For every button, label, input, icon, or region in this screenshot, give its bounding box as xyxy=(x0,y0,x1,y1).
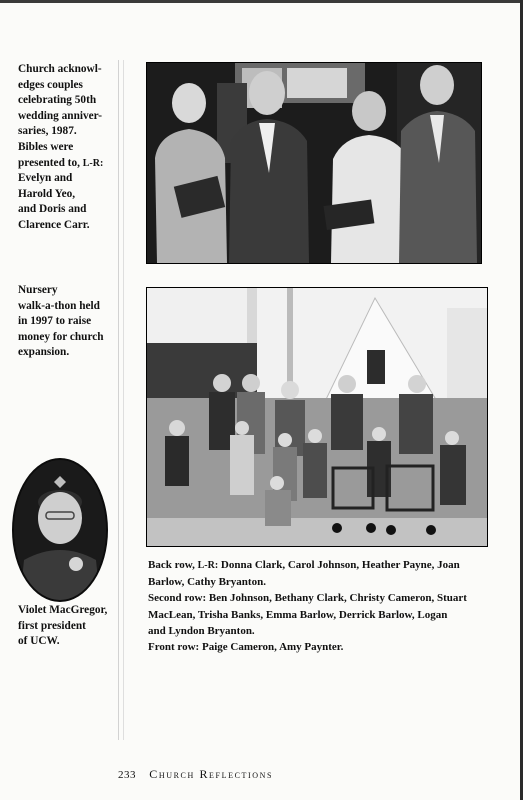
page-edge xyxy=(0,0,520,3)
caption-text: Back row, xyxy=(148,559,195,571)
gutter-rule-shadow xyxy=(123,60,124,740)
caption-line: and Doris and xyxy=(18,203,87,216)
caption-text: Donna Clark, Carol Johnson, Heather Payne, Joan xyxy=(220,559,460,571)
caption-walkathon xyxy=(18,283,118,361)
caption-line: Harold Yeo, xyxy=(18,187,76,200)
caption-line xyxy=(18,156,118,172)
caption-line: saries, 1987. xyxy=(18,125,77,138)
caption-second-row-cont: and Lyndon Bryanton. xyxy=(148,624,255,637)
caption-back-row-cont: Barlow, Cathy Bryanton. xyxy=(148,576,266,589)
anniversary-photo xyxy=(146,62,482,264)
caption-second-row-cont: MacLean, Trisha Banks, Emma Barlow, Derrick Barlow, Logan xyxy=(148,608,448,621)
caption-group xyxy=(148,557,488,655)
caption-line: Clarence Carr. xyxy=(18,218,90,231)
caption-line: Church acknowl- xyxy=(18,63,102,75)
caption-front-row: Front row: Paige Cameron, Amy Paynter. xyxy=(148,641,344,654)
caption-text: presented to, xyxy=(18,156,80,169)
caption-line: money for church xyxy=(18,330,104,343)
caption-second-row: Second row: Ben Johnson, Bethany Clark, Christy Cameron, Stuart xyxy=(148,592,467,605)
running-title: Church Reflections xyxy=(149,767,274,781)
caption-line: of UCW. xyxy=(18,635,60,648)
caption-anniversary xyxy=(18,62,118,234)
caption-line: edges couples xyxy=(18,78,83,91)
caption-line: Violet MacGregor, xyxy=(18,604,108,616)
caption-line: first president xyxy=(18,619,86,632)
caption-president xyxy=(18,603,118,650)
caption-back-row xyxy=(148,557,488,574)
president-portrait xyxy=(12,458,108,602)
page-footer xyxy=(118,767,273,782)
caption-line: wedding anniver- xyxy=(18,109,103,122)
caption-line: expansion. xyxy=(18,346,70,359)
caption-lr: L-R: xyxy=(197,560,219,571)
caption-line: in 1997 to raise xyxy=(18,315,92,328)
walkathon-photo xyxy=(146,287,488,547)
caption-line: celebrating 50th xyxy=(18,94,97,107)
page-number: 233 xyxy=(118,769,136,781)
caption-line: walk-a-thon held xyxy=(18,299,100,312)
caption-line: Nursery xyxy=(18,284,58,296)
gutter-rule xyxy=(118,60,119,740)
caption-line: Bibles were xyxy=(18,140,74,153)
caption-line: Evelyn and xyxy=(18,172,73,185)
caption-lr: L-R: xyxy=(82,157,104,169)
